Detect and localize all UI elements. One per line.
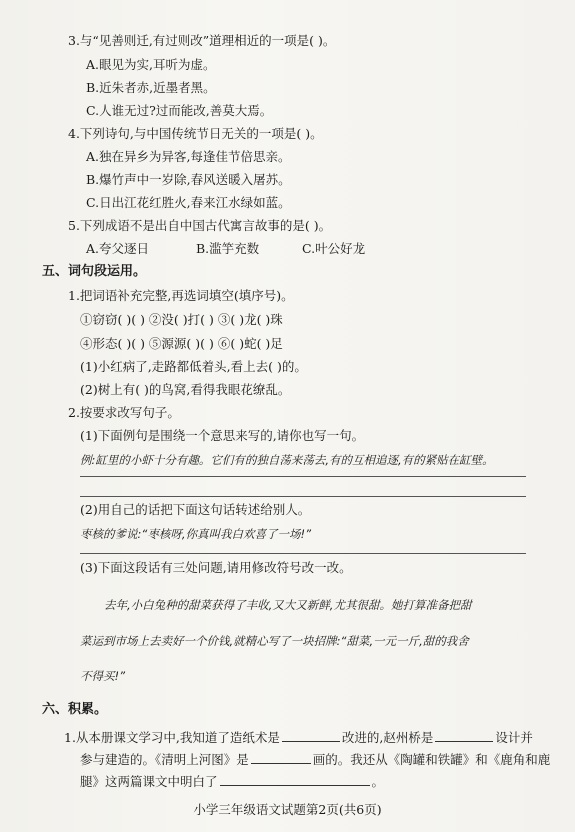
accumulate-line-3: 腿》这两篇课文中明白了 。 <box>80 774 385 789</box>
answer-line <box>80 476 526 477</box>
rewrite-part-3: (3)下面这段话有三处问题,请用修改符号改一改。 <box>80 560 352 575</box>
answer-blank[interactable] <box>435 728 493 742</box>
section-5-title: 五、词句段运用。 <box>42 264 147 279</box>
q5-option-a: A.夸父逐日 <box>86 241 150 256</box>
accumulate-line-1: 1.从本册课文学习中,我知道了造纸术是 改进的,赵州桥是 设计并 <box>64 730 533 745</box>
q5-option-c: C.叶公好龙 <box>302 241 366 256</box>
q4-option-b: B.爆竹声中一岁除,春风送暖入屠苏。 <box>86 172 291 187</box>
fill-sentence-1: (1)小红病了,走路都低着头,看上去( )的。 <box>80 359 307 374</box>
q3-option-a: A.眼见为实,耳听为虚。 <box>86 57 216 72</box>
passage-line-2: 菜运到市场上去卖好一个价钱,就精心写了一块招牌:“甜菜,一元一斤,甜的我舍 <box>80 634 469 648</box>
passage-line-3: 不得买!” <box>80 669 126 683</box>
quote-sentence: 枣核的爹说:“枣核呀,你真叫我白欢喜了一场!” <box>80 527 312 541</box>
q5-option-b: B.滥竽充数 <box>196 241 260 256</box>
q4-option-a: A.独在异乡为异客,每逢佳节倍思亲。 <box>86 149 291 164</box>
passage-line-1: 去年,小白兔种的甜菜获得了丰收,又大又新鲜,尤其很甜。她打算准备把甜 <box>104 598 472 612</box>
answer-blank[interactable] <box>220 772 370 786</box>
q3-option-c: C.人谁无过?过而能改,善莫大焉。 <box>86 103 273 118</box>
rewrite-part-1: (1)下面例句是围绕一个意思来写的,请你也写一句。 <box>80 428 365 443</box>
word-fill-row-1: ①窃窃( )( ) ②没( )打( ) ③( )龙( )珠 <box>80 312 283 327</box>
q3-option-b: B.近朱者赤,近墨者黑。 <box>86 80 216 95</box>
s5-q2-stem: 2.按要求改写句子。 <box>68 405 180 420</box>
q3-stem: 3.与“见善则迁,有过则改”道理相近的一项是( )。 <box>68 33 336 48</box>
q4-stem: 4.下列诗句,与中国传统节日无关的一项是( )。 <box>68 126 323 141</box>
page-footer: 小学三年级语文试题第2页(共6页) <box>193 802 382 817</box>
answer-line <box>80 553 526 554</box>
word-fill-row-2: ④形态( )( ) ⑤源源( )( ) ⑥( )蛇( )足 <box>80 336 283 351</box>
section-6-title: 六、积累。 <box>42 702 108 717</box>
q5-stem: 5.下列成语不是出自中国古代寓言故事的是( )。 <box>68 218 332 233</box>
fill-sentence-2: (2)树上有( )的鸟窝,看得我眼花缭乱。 <box>80 382 291 397</box>
example-sentence: 例:缸里的小虾十分有趣。它们有的独自荡来荡去,有的互相追逐,有的紧贴在缸壁。 <box>80 453 494 467</box>
answer-blank[interactable] <box>282 728 340 742</box>
accumulate-line-2: 参与建造的。《清明上河图》是 画的。我还从《陶罐和铁罐》和《鹿角和鹿 <box>80 752 551 767</box>
answer-blank[interactable] <box>251 750 311 764</box>
rewrite-part-2: (2)用自己的话把下面这句话转述给别人。 <box>80 502 311 517</box>
s5-q1-stem: 1.把词语补充完整,再选词填空(填序号)。 <box>68 288 294 303</box>
q4-option-c: C.日出江花红胜火,春来江水绿如蓝。 <box>86 195 291 210</box>
answer-line <box>80 496 526 497</box>
